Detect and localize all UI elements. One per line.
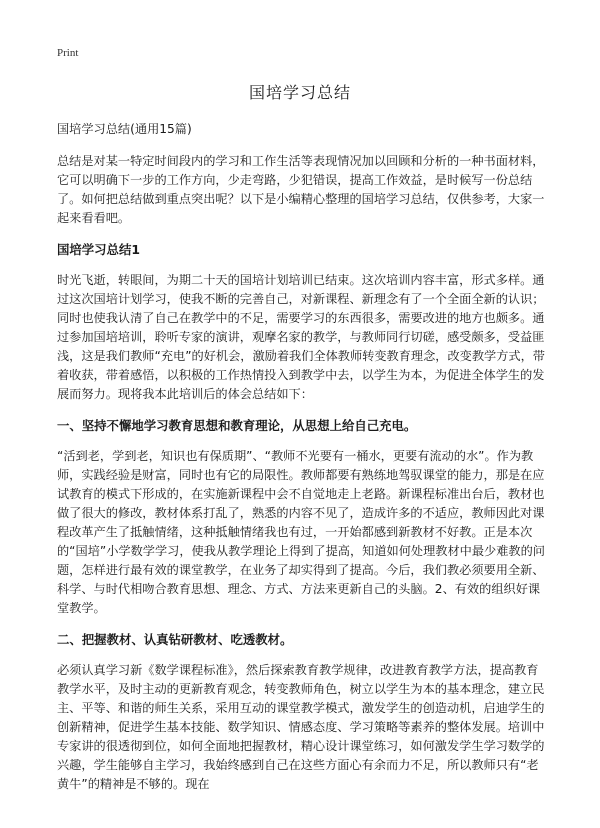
- print-link[interactable]: Print: [57, 47, 79, 59]
- body-paragraph-2: “活到老，学到老，知识也有保质期”、“教师不光要有一桶水，更要有流动的水”。作为教师，实践经验是财富，同时也有它的局限性。教师都要有熟练地驾驭课堂的能力，那是在应试教育的模式下形成的，在实施新课程中会不自觉地走上老路。新课程标准出台后，教材也做了很大的修改，教材体系打乱了，熟悉的内容不见了，造成许多的不适应，教师因此对课程改革产生了抵触情绪，这种抵触情绪我也有过，一开始都感到新教材不好教。正是本次的“国培”小学数学学习，使我从教学理论上得到了提高，知道如何处理教材中最少难教的问题，怎样进行最有效的课堂教学，在业务了却实得到了提高。今后，我们教必须要用全新、科学、与时代相吻合教育思想、理念、方式、方法来更新自己的头脑。2、有效的组织好课堂教学。: [57, 449, 545, 615]
- heading-1: 一、坚持不懈地学习教育思想和教育理论，从思想上给自己充电。: [57, 418, 417, 433]
- document-subtitle: 国培学习总结(通用15篇): [57, 122, 192, 136]
- body-paragraph-1: 时光飞逝，转眼间，为期二十天的国培计划培训已结束。这次培训内容丰富，形式多样。通过这次国培计划学习，使我不断的完善自己，对新课程、新理念有了一个全面全新的认识；同时也使我认清了自己在教学中的不足，需要学习的东西很多，需要改进的地方也颇多。通过参加国培培训，聆听专家的演讲，观摩名家的教学，与教师同行切磋，感受颇多，受益匪浅，这是我们教师“充电”的好机会，激励着我们全体教师转变教育理念，改变教学方式，带着收获，带着感悟，以积极的工作热情投入到教学中去，以学生为本，为促进全体学生的发展而努力。现将我本此培训后的体会总结如下：: [57, 273, 545, 401]
- section-title: 国培学习总结1: [57, 242, 140, 257]
- page-title: 国培学习总结: [248, 83, 351, 102]
- heading-2: 二、把握教材、认真钻研教材、吃透教材。: [57, 632, 293, 647]
- body-paragraph-3: 必须认真学习新《数学课程标准》，然后探索教育教学规律，改进教育教学方法，提高教育教学水平，及时主动的更新教育观念，转变教师角色，树立以学生为本的基本理念，建立民主、平等、和谐的师生关系，采用互动的课堂教学模式，激发学生的创造动机，启迪学生的创新精神，促进学生基本技能、数学知识、情感态度、学习策略等素养的整体发展。培训中专家讲的很透彻到位，如何全面地把握教材，精心设计课堂练习，如何激发学生学习数学的兴趣，学生能够自主学习，我始终感到自己在这些方面心有余而力不足，所以教师只有“老黄牛”的精神是不够的。现在: [57, 663, 545, 791]
- document-body: [57, 120, 547, 806]
- intro-paragraph: 总结是对某一特定时间段内的学习和工作生活等表现情况加以回顾和分析的一种书面材料，它可以明确下一步的工作方向，少走弯路，少犯错误，提高工作效益，是时候写一份总结了。如何把总结做到重点突出呢？以下是小编精心整理的国培学习总结，仅供参考，大家一起来看看吧。: [57, 154, 545, 225]
